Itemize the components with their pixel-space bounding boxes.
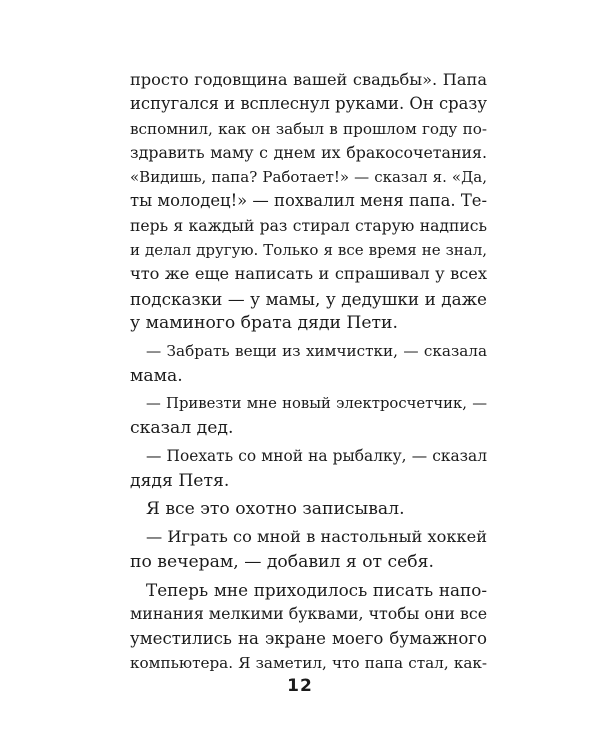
text-line: и делал другую. Только я все время не знал, <box>130 241 487 260</box>
text-line: минания мелкими буквами, чтобы они все <box>130 604 488 624</box>
text-line: «Видишь, папа? Работает!» — сказал я. «Да, <box>130 168 487 187</box>
dialogue-line: — Забрать вещи из химчистки, — сказала <box>146 342 487 361</box>
text-line: уместились на экране моего бумажного <box>130 628 487 648</box>
text-line: компьютера. Я заметил, что папа стал, как- <box>130 653 487 672</box>
text-line: у маминого брата дяди Пети. <box>130 312 398 333</box>
text-line: мама. <box>130 365 183 386</box>
dialogue-line: — Играть со мной в настольный хоккей <box>146 527 487 547</box>
text-line: что же еще написать и спрашивал у всех <box>130 264 487 284</box>
text-line: перь я каждый раз стирал старую надпись <box>130 216 487 235</box>
text-line: сказал дед. <box>130 418 234 439</box>
page-number: 12 <box>287 676 313 696</box>
dialogue-line: — Поехать со мной на рыбалку, — сказал <box>146 447 487 466</box>
text-line: Теперь мне приходилось писать напо- <box>146 579 487 600</box>
body-text <box>130 68 487 675</box>
text-line: дядя Петя. <box>130 470 230 491</box>
text-line: по вечерам, — добавил я от себя. <box>130 551 434 572</box>
text-line: Я все это охотно записывал. <box>146 499 405 520</box>
text-line: ты молодец!» — похвалил меня папа. Те- <box>130 191 487 211</box>
text-line: испугался и всплеснул руками. Он сразу <box>130 94 487 114</box>
text-line: вспомнил, как он забыл в прошлом году по- <box>130 119 487 138</box>
text-line: здравить маму с днем их бракосочетания. <box>130 142 487 162</box>
dialogue-line: — Привезти мне новый электросчетчик, — <box>146 394 487 412</box>
text-line: просто годовщина вашей свадьбы». Папа <box>130 70 487 89</box>
text-line: подсказки — у мамы, у дедушки и даже <box>130 288 487 309</box>
